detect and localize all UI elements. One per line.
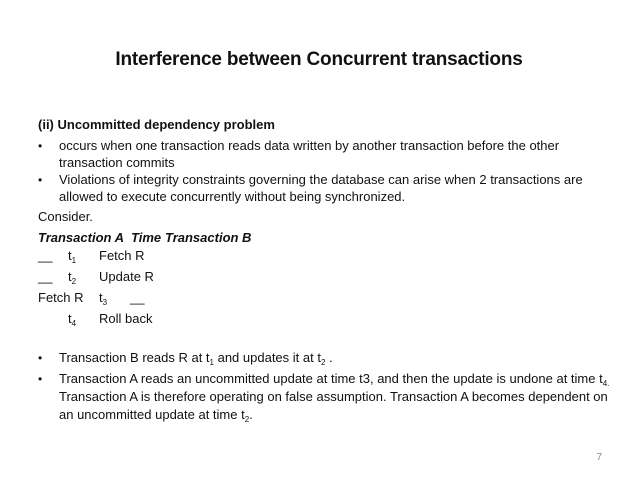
bullet-1-line-2: transaction commits (59, 155, 175, 170)
schedule-header-time: Time (131, 230, 162, 245)
bullet-marker: • (38, 139, 43, 153)
schedule-row-3-a: Fetch R (38, 290, 84, 305)
slide-title: Interference between Concurrent transactions (115, 49, 523, 70)
explanation-2-line-3: an uncommitted update at time $t_2$. (59, 407, 253, 424)
explanation-1: Transaction B reads R at $t_1$ and updates it at $t_2$ . (59, 350, 333, 367)
schedule-row-1-b: Fetch R (99, 248, 145, 263)
schedule-header-transaction-b: Transaction B (165, 230, 252, 245)
schedule-row-2-b: Update R (99, 269, 154, 284)
schedule-row-3-b: __ (130, 290, 145, 305)
consider-text: Consider. (38, 209, 93, 224)
bullet-2-line-1: Violations of integrity constraints governing the database can arise when 2 transactions are (59, 172, 583, 187)
bullet-2-line-2: allowed to execute concurrently without being synchronized. (59, 189, 406, 204)
bullet-marker: • (38, 351, 43, 365)
schedule-row-1-time: $t_1$ (68, 248, 77, 265)
schedule-row-1-a: __ (38, 248, 53, 263)
explanation-2-line-2: Transaction A is therefore operating on false assumption. Transaction A becomes dependent on (59, 389, 608, 404)
schedule-header-transaction-a: Transaction A (38, 230, 124, 245)
bullet-1-line-1: occurs when one transaction reads data written by another transaction before the other (59, 138, 560, 153)
schedule-row-4-time: $t_4$ (68, 311, 77, 328)
schedule-row-2-time: $t_2$ (68, 269, 77, 286)
bullet-marker: • (38, 173, 43, 187)
schedule-row-3-time: $t_3$ (99, 290, 108, 307)
bullet-marker: • (38, 372, 43, 386)
schedule-row-4-b: Roll back (99, 311, 153, 326)
subheading: (ii) Uncommitted dependency problem (38, 117, 275, 132)
explanation-2-line-1: Transaction A reads an uncommitted update at time t3, and then the update is undone at time $t_{4.}$ (59, 371, 610, 388)
page-number: 7 (596, 452, 602, 463)
schedule-row-2-a: __ (38, 269, 53, 284)
